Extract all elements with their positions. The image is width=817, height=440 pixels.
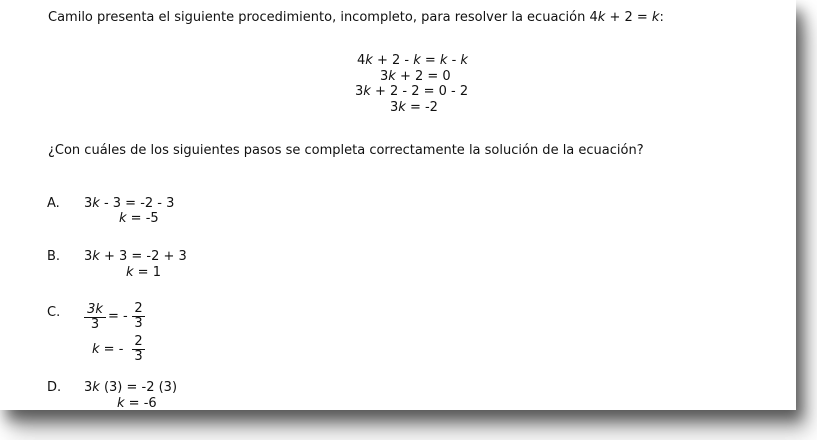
option-c-lhs-fraction xyxy=(84,303,106,332)
option-a-line1: 3k - 3 = -2 - 3 xyxy=(84,196,175,211)
option-c-rhs-fraction xyxy=(132,302,145,331)
option-b-letter: B. xyxy=(47,249,61,264)
option-a-line2: k = -5 xyxy=(119,211,159,226)
procedure-step-4: 3k = -2 xyxy=(390,100,438,115)
option-c-line2-numerator: 2 xyxy=(132,335,145,350)
option-d-line1: 3k (3) = -2 (3) xyxy=(84,380,178,395)
option-c-line2-fraction xyxy=(132,335,145,364)
procedure-step-1: 4k + 2 - k = k - k xyxy=(357,53,468,68)
option-a-letter: A. xyxy=(47,196,60,211)
option-c-lhs-denominator: 3 xyxy=(90,317,100,332)
intro-text: Camilo presenta el siguiente procedimiento, incompleto, para resolver la ecuación 4k + 2 = k: xyxy=(48,10,664,25)
procedure-step-3: 3k + 2 - 2 = 0 - 2 xyxy=(355,84,469,99)
option-b-line1: 3k + 3 = -2 + 3 xyxy=(84,249,187,264)
option-c-rhs-denominator: 3 xyxy=(134,316,143,331)
option-c-rhs-numerator: 2 xyxy=(132,302,145,317)
option-b-line2: k = 1 xyxy=(126,265,161,280)
option-c-line2-denominator: 3 xyxy=(134,349,143,364)
option-d-line2: k = -6 xyxy=(117,396,157,411)
procedure-step-2: 3k + 2 = 0 xyxy=(380,69,451,84)
option-c-letter: C. xyxy=(47,305,61,320)
option-c-lhs-numerator: 3k xyxy=(84,303,106,318)
question-text: ¿Con cuáles de los siguientes pasos se completa correctamente la solución de la ecuación? xyxy=(48,143,644,158)
option-d-letter: D. xyxy=(47,380,62,395)
option-c-equals-sign: = - xyxy=(108,309,128,324)
option-c-line2-lhs: k = - xyxy=(92,342,124,357)
